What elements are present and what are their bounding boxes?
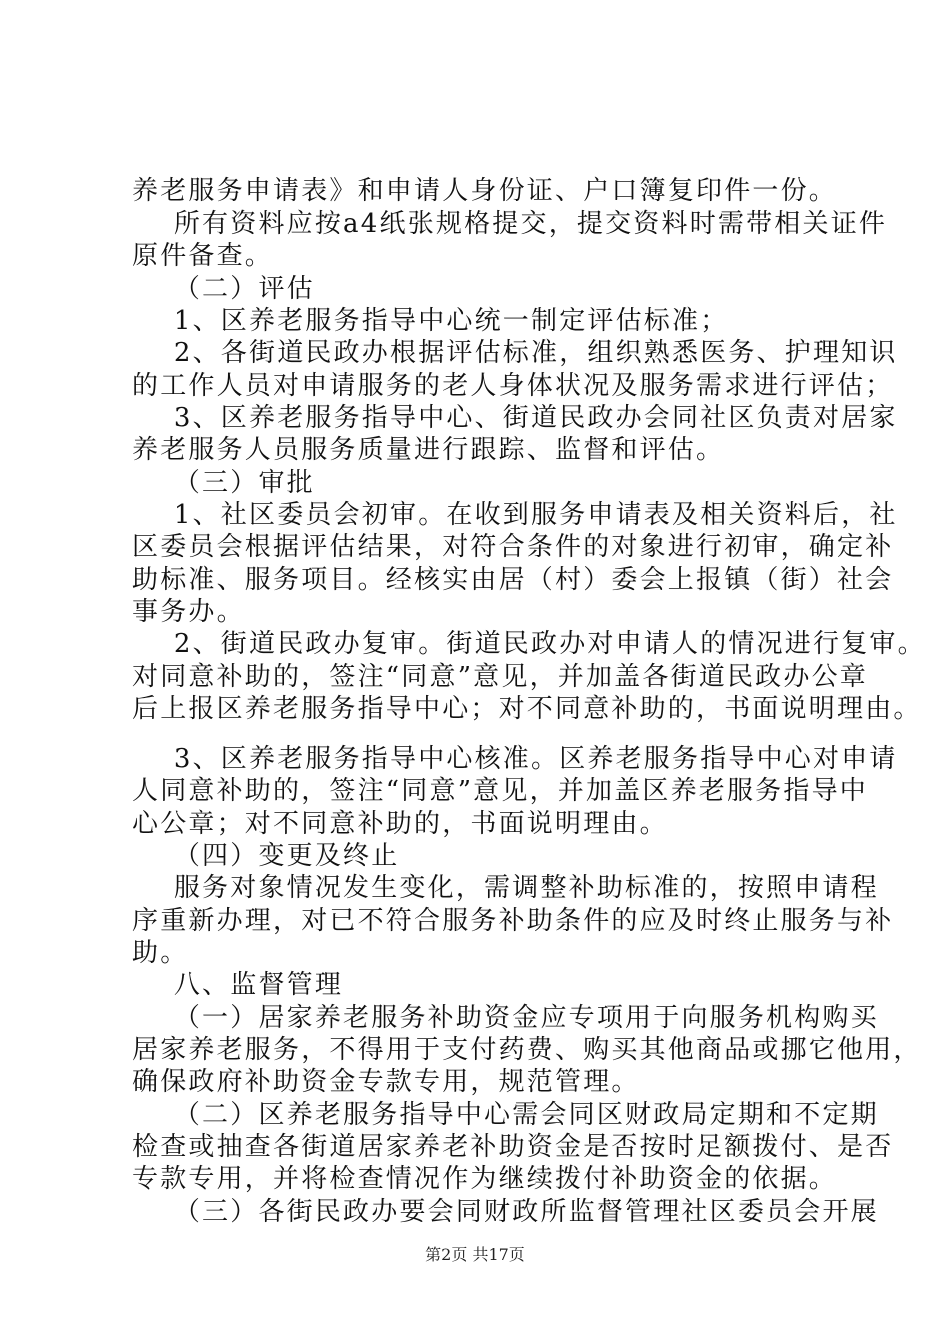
text-line: 确保政府补助资金专款专用，规范管理。 xyxy=(132,1067,640,1097)
text-line: （一）居家养老服务补助资金应专项用于向服务机构购买 xyxy=(132,1003,879,1033)
text-line: （二）评估 xyxy=(132,274,315,304)
text-line: 养老服务人员服务质量进行跟踪、监督和评估。 xyxy=(132,435,725,465)
text-line: （三）各街民政办要会同财政所监督管理社区委员会开展 xyxy=(132,1197,879,1227)
text-line: 检查或抽查各街道居家养老补助资金是否按时足额拨付、是否 xyxy=(132,1132,894,1162)
text-line: 的工作人员对申请服务的老人身体状况及服务需求进行评估； xyxy=(132,371,894,401)
text-line: 1、社区委员会初审。在收到服务申请表及相关资料后，社 xyxy=(132,500,898,530)
text-line: 区委员会根据评估结果，对符合条件的对象进行初审，确定补 xyxy=(132,532,894,562)
text-line: 1、区养老服务指导中心统一制定评估标准； xyxy=(132,306,729,336)
text-line: （三）审批 xyxy=(132,468,315,498)
text-line: 对同意补助的，签注“同意”意见，并加盖各街道民政办公章 xyxy=(132,662,868,692)
text-line: 养老服务申请表》和申请人身份证、户口簿复印件一份。 xyxy=(132,176,838,206)
text-line: 居家养老服务，不得用于支付药费、购买其他商品或挪它他用， xyxy=(132,1035,922,1065)
text-line: 八、监督管理 xyxy=(132,970,344,1000)
text-line: 心公章；对不同意补助的，书面说明理由。 xyxy=(132,809,668,839)
text-line: （二）区养老服务指导中心需会同区财政局定期和不定期 xyxy=(132,1100,879,1130)
text-line: 事务办。 xyxy=(132,597,245,627)
text-line: 人同意补助的，签注“同意”意见，并加盖区养老服务指导中 xyxy=(132,776,868,806)
text-line: 专款专用，并将检查情况作为继续拨付补助资金的依据。 xyxy=(132,1164,838,1194)
text-line: 序重新办理，对已不符合服务补助条件的应及时终止服务与补 xyxy=(132,906,894,936)
page-footer: 第2页 共17页 xyxy=(425,1245,525,1264)
text-line: 助标准、服务项目。经核实由居（村）委会上报镇（街）社会 xyxy=(132,565,894,595)
text-line: 助。 xyxy=(132,938,189,968)
text-line: 原件备查。 xyxy=(132,241,274,271)
text-line: 3、区养老服务指导中心核准。区养老服务指导中心对申请 xyxy=(132,744,898,774)
text-line: 所有资料应按a4纸张规格提交，提交资料时需带相关证件 xyxy=(132,209,888,239)
text-line: 2、街道民政办复审。街道民政办对申请人的情况进行复审。 xyxy=(132,629,926,659)
text-line: （四）变更及终止 xyxy=(132,841,400,871)
text-line: 服务对象情况发生变化，需调整补助标准的，按照申请程 xyxy=(132,873,879,903)
text-line: 2、各街道民政办根据评估标准，组织熟悉医务、护理知识 xyxy=(132,338,898,368)
text-line: 后上报区养老服务指导中心；对不同意补助的，书面说明理由。 xyxy=(132,694,922,724)
text-line: 3、区养老服务指导中心、街道民政办会同社区负责对居家 xyxy=(132,403,898,433)
